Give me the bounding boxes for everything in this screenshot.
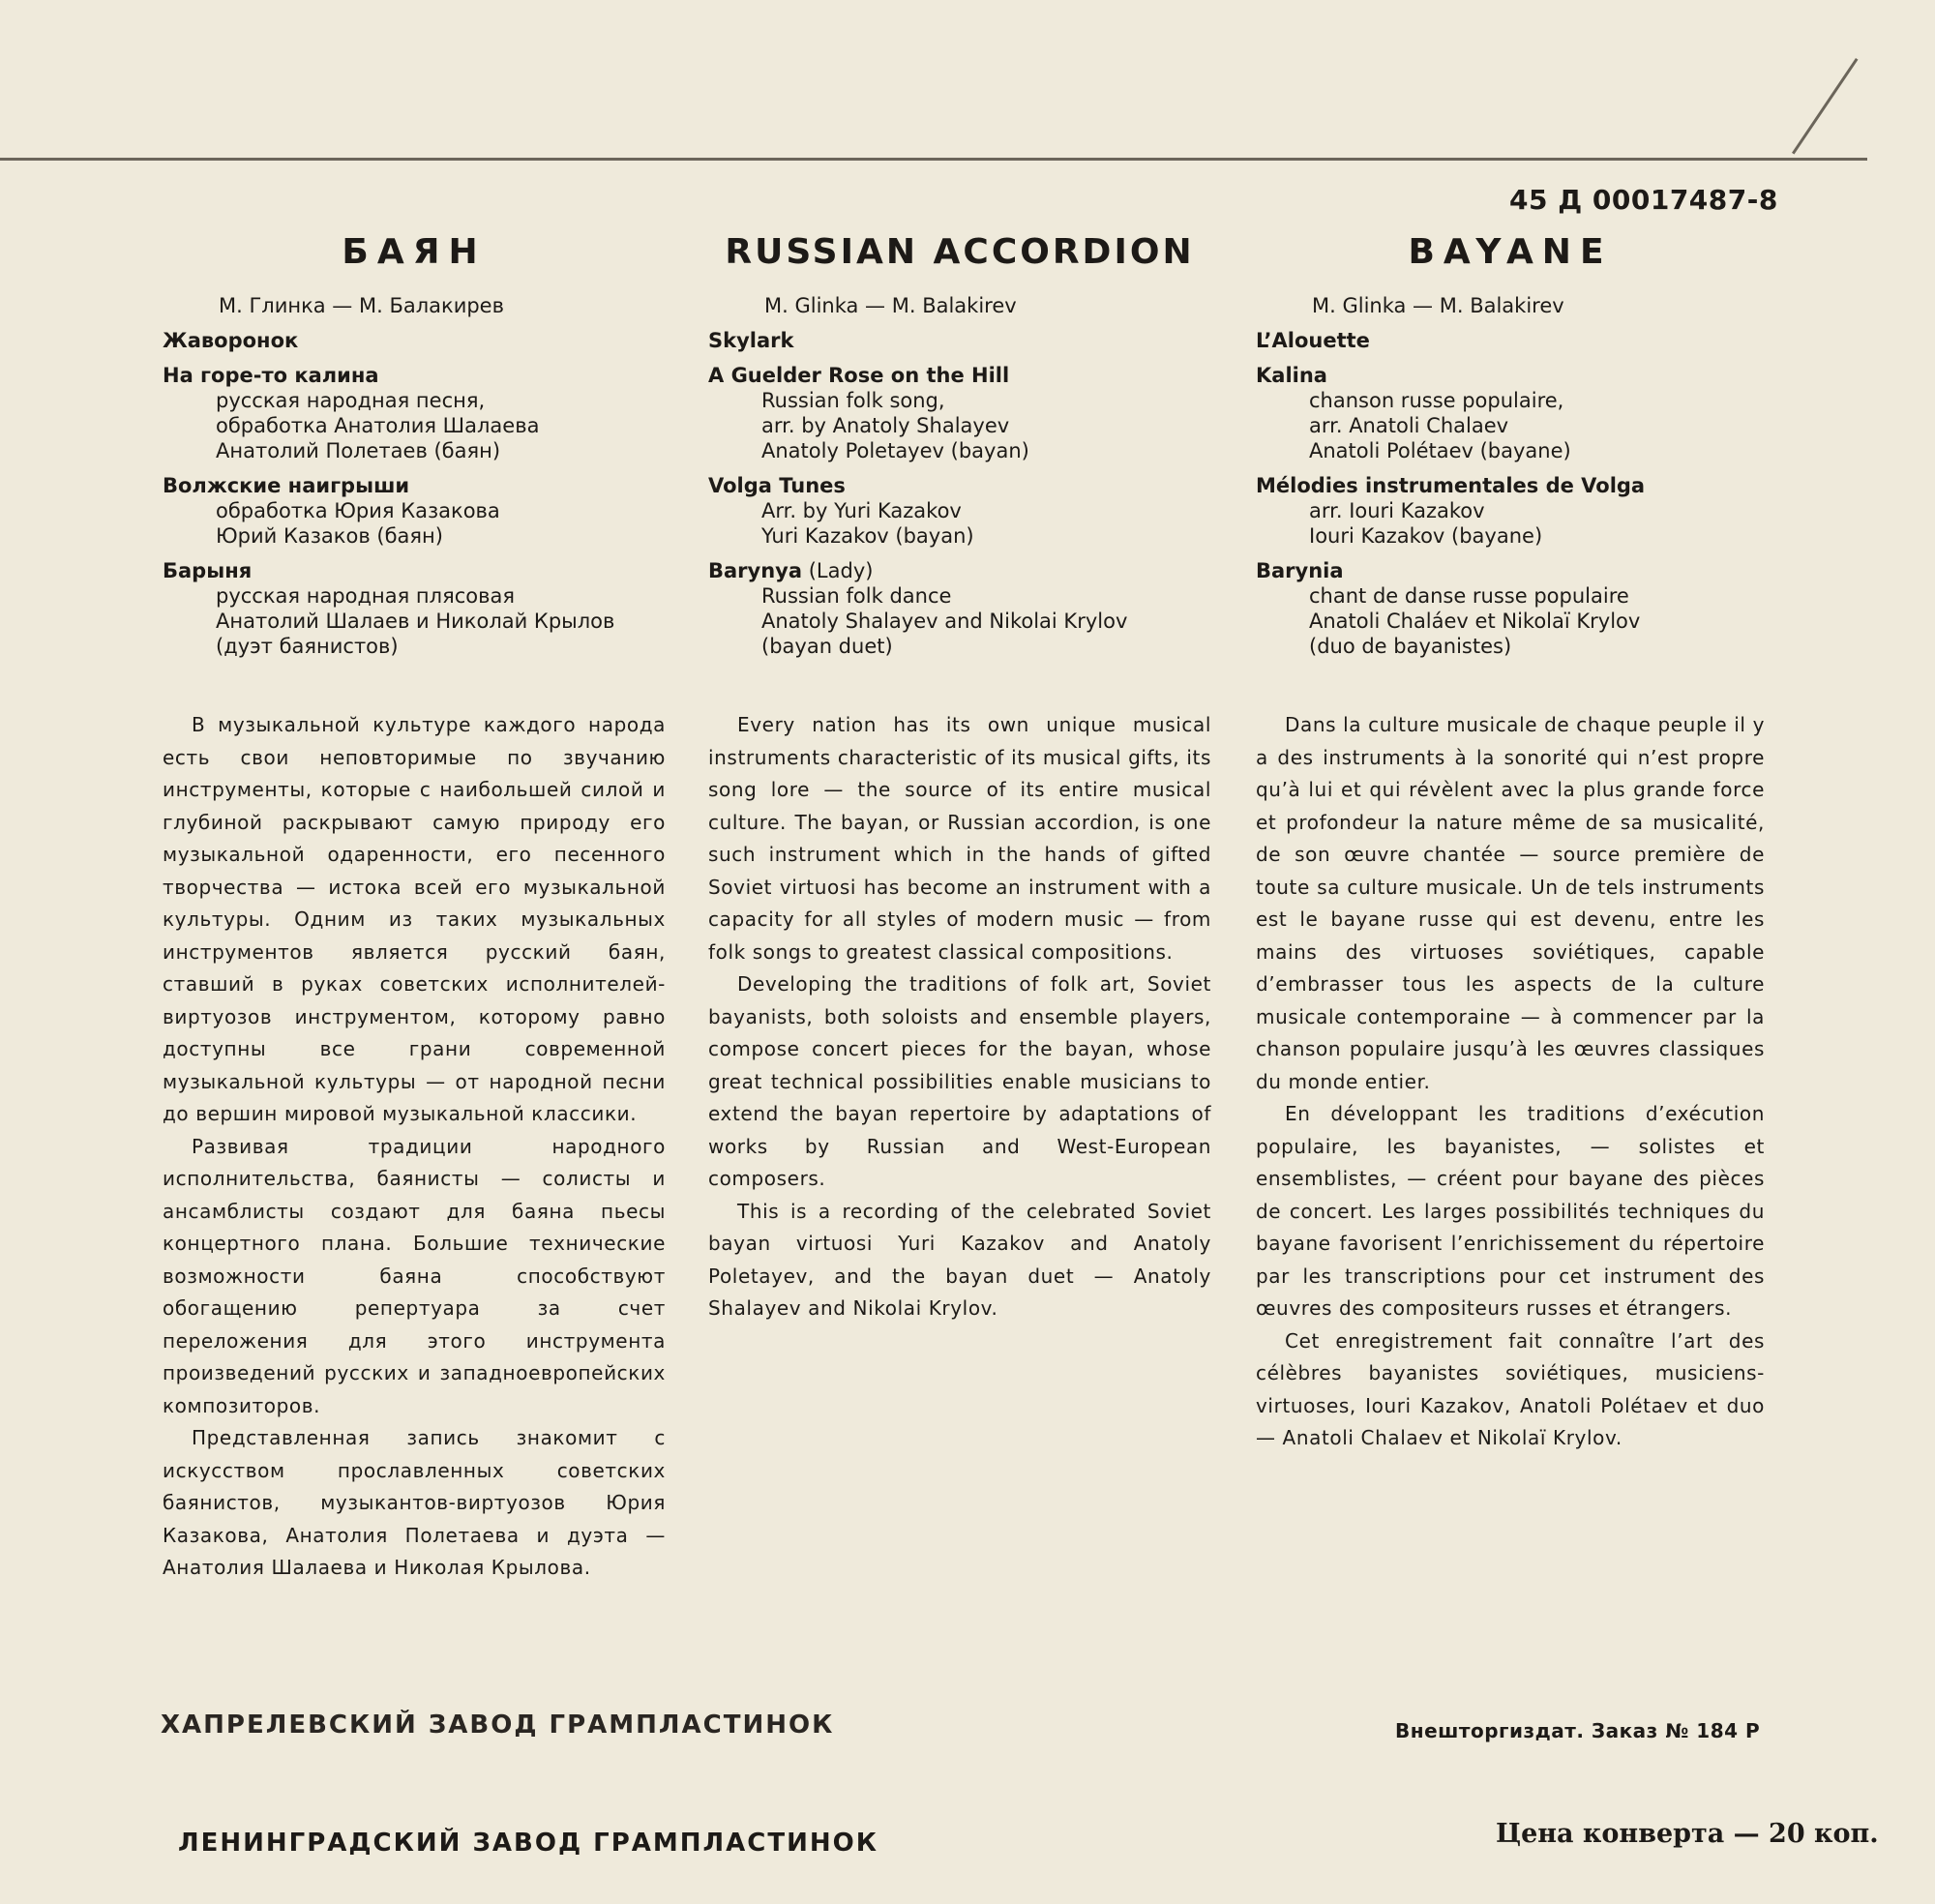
order-number: Внешторгиздат. Заказ № 184 Р [1395,1719,1761,1742]
track-detail: Анатолий Шалаев и Николай Крылов [216,610,615,633]
liner-notes [708,709,1211,1325]
track-detail: (дуэт баянистов) [216,635,399,658]
track-title-suffix: (Lady) [802,559,874,582]
track-title: A Guelder Rose on the Hill [708,364,1010,387]
track-item [1256,473,1765,549]
track-title: Volga Tunes [708,474,846,497]
track-title: L’Alouette [1256,329,1370,352]
track-item [708,558,1211,659]
sleeve-flap-fold [0,158,1867,161]
track-detail: chanson russe populaire, [1309,389,1564,412]
factory-name: ЛЕНИНГРАДСКИЙ ЗАВОД ГРАМПЛАСТИНОК [178,1829,878,1858]
track-detail: (duo de bayanistes) [1309,635,1512,658]
track-title: Skylark [708,329,794,352]
track-detail: Anatoly Shalayev and Nikolai Krylov [761,610,1128,633]
track-title: Kalina [1256,364,1327,387]
track-title: Barynya [708,559,803,582]
track-detail: Iouri Kazakov (bayane) [1309,524,1543,548]
track-detail: arr. by Anatoly Shalayev [761,414,1010,437]
track-detail: Anatoli Chaláev et Nikolaï Krylov [1309,610,1641,633]
sleeve-price: Цена конверта — 20 коп. [1496,1819,1879,1849]
track-title: На горе-то калина [163,364,379,387]
track-title: Жаворонок [163,329,299,352]
track-detail: (bayan duet) [761,635,893,658]
column-heading: БАЯН [342,232,487,272]
crossed-out-factory-name: ХАПРЕЛЕВСКИЙ ЗАВОД ГРАМПЛАСТИНОК [161,1711,835,1740]
track-item [708,363,1211,463]
track-detail: Юрий Казаков (баян) [216,524,443,548]
track-title: Mélodies instrumentales de Volga [1256,474,1646,497]
paragraph: Every nation has its own unique musical instruments characteristic of its musical gifts, its song lore — the source of its entire musical culture. The bayan, or Russian accordion, is one such instrument which in the hands of gifted Soviet virtuosi has become an instrument with a capacity for all styles of modern music — from folk songs to greatest classical compositions. [708,713,1211,964]
paragraph: Развивая традиции народного исполнительства, баянисты — солисты и ансамблисты создают для баяна пьесы концертного плана. Большие технические возможности баяна способствуют обогащению репертуара за счет переложения для этого инструмента произведений русских и западноевропейских композиторов. [163,1134,666,1417]
track-detail: Anatoly Poletayev (bayan) [761,439,1029,462]
track-title: Барыня [163,559,253,582]
catalog-number: 45 Д 00017487-8 [1509,184,1778,216]
track-detail: Anatoli Polétaev (bayane) [1309,439,1571,462]
track-detail: arr. Iouri Kazakov [1309,499,1485,522]
liner-notes [1256,709,1765,1455]
track-detail: Анатолий Полетаев (баян) [216,439,501,462]
track-item [1256,363,1765,463]
sleeve-flap-edge [1792,58,1858,155]
paragraph: Developing the traditions of folk art, Soviet bayanists, both soloists and ensemble players, compose concert pieces for the bayan, whose great technical possibilities enable musicians to extend the bayan repertoire by adaptations of works by Russian and West-European composers. [708,972,1211,1190]
track-item [163,473,666,549]
paragraph: En développant les traditions d’exécution populaire, les bayanistes, — solistes et ensemblistes, — créent pour bayane des pièces de concert. Les larges possibilités techniques du bayane favorisent l’enrichissement du répertoire par les transcriptions pour cet instrument des œuvres des compositeurs russes et étrangers. [1256,1102,1765,1320]
russian-column [163,232,666,1585]
paragraph: В музыкальной культуре каждого народа есть свои неповторимые по звучанию инструменты, которые с наибольшей силой и глубиной раскрывают самую природу его музыкальной одаренности, его песенного творчества — истока всей его музыкальной культуры. Одним из таких музыкальных инструментов является русский баян, ставший в руках советских исполнителей-виртуозов инструментом, которому равно доступны все грани современной музыкальной культуры — от народной песни до вершин мировой музыкальной классики. [163,713,666,1125]
track-item [163,363,666,463]
track-detail: русская народная плясовая [216,584,515,608]
composer-credit: M. Glinka — M. Balakirev [764,294,1017,317]
track-detail: Russian folk dance [761,584,952,608]
track-item [163,558,666,659]
track-detail: Arr. by Yuri Kazakov [761,499,962,522]
column-heading: BAYANE [1408,232,1613,272]
track-item [1256,328,1765,353]
paragraph: Dans la culture musicale de chaque peuple il y a des instruments à la sonorité qui n’est propre qu’à lui et qui révèlent avec la plus grande force et profondeur la nature même de sa musicalité, de son œuvre chantée — source première de toute sa culture musicale. Un de tels instruments est le bayane russe qui est devenu, entre les mains des virtuoses soviétiques, capable d’embrasser tous les aspects de la culture musicale contemporaine — à commencer par la chanson populaire jusqu’à les œuvres classiques du monde entier. [1256,713,1765,1093]
track-title: Волжские наигрыши [163,474,410,497]
paragraph: This is a recording of the celebrated Soviet bayan virtuosi Yuri Kazakov and Anatoly Poletayev, and the bayan duet — Anatoly Shalayev and Nikolai Krylov. [708,1199,1211,1320]
paragraph: Cet enregistrement fait connaître l’art des célèbres bayanistes soviétiques, musiciens-virtuoses, Iouri Kazakov, Anatoli Polétaev et duo — Anatoli Chalaev et Nikolaï Krylov. [1256,1328,1765,1449]
track-item [1256,558,1765,659]
track-detail: русская народная песня, [216,389,486,412]
composer-credit: М. Глинка — М. Балакирев [219,294,504,317]
track-detail: chant de danse russe populaire [1309,584,1629,608]
track-detail: обработка Анатолия Шалаева [216,414,540,437]
track-detail: Russian folk song, [761,389,945,412]
liner-notes [163,709,666,1585]
track-detail: Yuri Kazakov (bayan) [761,524,974,548]
track-detail: arr. Anatoli Chalaev [1309,414,1509,437]
paragraph: Представленная запись знакомит с искусством прославленных советских баянистов, музыкантов-виртуозов Юрия Казакова, Анатолия Полетаева и дуэта — Анатолия Шалаева и Николая Крылова. [163,1426,666,1579]
track-item [708,473,1211,549]
french-column [1256,232,1765,1455]
composer-credit: M. Glinka — M. Balakirev [1312,294,1564,317]
track-detail: обработка Юрия Казакова [216,499,500,522]
track-item [163,328,666,353]
english-column [708,232,1211,1325]
column-heading: RUSSIAN ACCORDION [725,232,1195,272]
track-title-row [708,558,1211,583]
track-title: Barynia [1256,559,1344,582]
track-item [708,328,1211,353]
